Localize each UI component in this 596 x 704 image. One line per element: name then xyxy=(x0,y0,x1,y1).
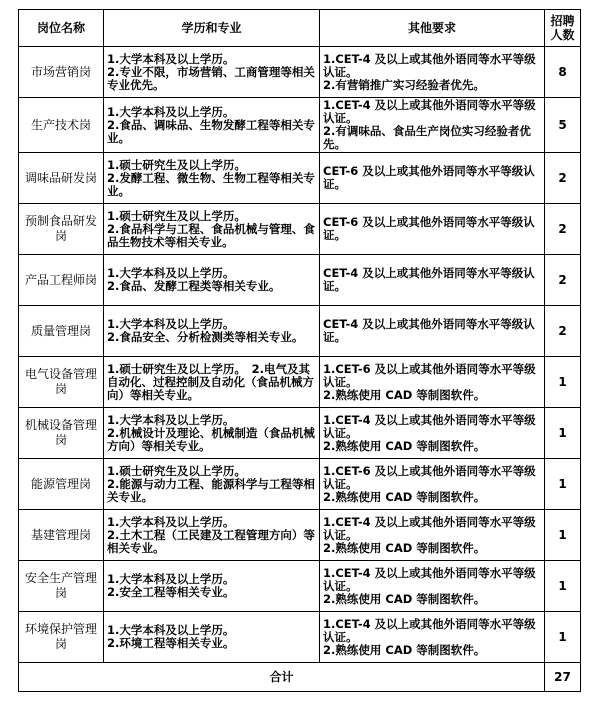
education-line: 2.环境工程等相关专业。 xyxy=(107,636,235,650)
education-cell xyxy=(104,255,320,306)
education-line: 2.能源与动力工程、能源科学与工程等相关专业。 xyxy=(107,476,315,504)
position-name: 市场营销岗 xyxy=(19,47,104,98)
table-row xyxy=(19,255,581,306)
education-line: 1.硕士研究生及以上学历。 2.电气及其自动化、过程控制及自动化（食品机械方向）等相关专业。 xyxy=(107,361,314,402)
hire-count: 1 xyxy=(545,561,581,612)
education-line: 1.硕士研究生及以上学历。 xyxy=(107,157,246,172)
education-cell xyxy=(104,306,320,357)
requirements-cell xyxy=(320,459,545,510)
hire-count: 2 xyxy=(545,255,581,306)
requirement-line: 2.有营销推广实习经验者优先。 xyxy=(323,77,485,92)
requirements-cell xyxy=(320,612,545,663)
education-line: 1.大学本科及以上学历。 xyxy=(107,104,235,119)
table-body xyxy=(19,47,581,663)
table-row xyxy=(19,153,581,204)
hire-count: 2 xyxy=(545,306,581,357)
requirement-line: 1.CET-4 及以上或其他外语同等水平等级认证。 xyxy=(323,98,536,125)
education-cell xyxy=(104,510,320,561)
requirement-line: CET-4 及以上或其他外语同等水平等级认证。 xyxy=(323,317,535,344)
header-row xyxy=(19,10,581,47)
table-row xyxy=(19,561,581,612)
total-row xyxy=(19,663,581,692)
hire-count: 1 xyxy=(545,510,581,561)
hire-count: 8 xyxy=(545,47,581,98)
requirement-line: CET-6 及以上或其他外语同等水平等级认证。 xyxy=(323,215,535,242)
position-name: 基建管理岗 xyxy=(19,510,104,561)
education-line: 1.大学本科及以上学历。 xyxy=(107,572,235,586)
recruitment-table-container xyxy=(18,9,580,692)
position-name: 质量管理岗 xyxy=(19,306,104,357)
education-line: 2.土木工程（工民建及工程管理方向）等相关专业。 xyxy=(107,527,315,555)
requirement-line: 2.熟练使用 CAD 等制图软件。 xyxy=(323,591,486,606)
position-name: 预制食品研发岗 xyxy=(19,204,104,255)
table-row xyxy=(19,510,581,561)
education-line: 2.食品、调味品、生物发酵工程等相关专业。 xyxy=(107,117,315,145)
hire-count: 2 xyxy=(545,153,581,204)
hire-count: 5 xyxy=(545,98,581,153)
education-cell xyxy=(104,561,320,612)
position-name: 机械设备管理岗 xyxy=(19,408,104,459)
education-line: 1.大学本科及以上学历。 xyxy=(107,51,235,66)
requirements-cell xyxy=(320,510,545,561)
hire-count: 2 xyxy=(545,204,581,255)
table-row xyxy=(19,357,581,408)
position-name: 安全生产管理岗 xyxy=(19,561,104,612)
requirements-cell xyxy=(320,255,545,306)
requirement-line: 2.熟练使用 CAD 等制图软件。 xyxy=(323,387,486,402)
requirement-line: 2.熟练使用 CAD 等制图软件。 xyxy=(323,642,486,657)
education-line: 2.专业不限，市场营销、工商管理等相关专业优先。 xyxy=(107,64,315,92)
education-cell xyxy=(104,357,320,408)
requirements-cell xyxy=(320,408,545,459)
header-count: 招聘人数 xyxy=(545,10,581,47)
requirement-line: 2.熟练使用 CAD 等制图软件。 xyxy=(323,438,486,453)
total-count: 27 xyxy=(545,663,581,692)
requirement-line: 1.CET-4 及以上或其他外语同等水平等级认证。 xyxy=(323,514,536,542)
header-position: 岗位名称 xyxy=(19,10,104,47)
education-cell xyxy=(104,459,320,510)
requirement-line: CET-6 及以上或其他外语同等水平等级认证。 xyxy=(323,164,535,191)
recruitment-table xyxy=(18,9,581,692)
position-name: 产品工程师岗 xyxy=(19,255,104,306)
requirement-line: 1.CET-4 及以上或其他外语同等水平等级认证。 xyxy=(323,565,536,593)
requirements-cell xyxy=(320,47,545,98)
education-line: 2.安全工程等相关专业。 xyxy=(107,585,235,599)
requirements-cell xyxy=(320,98,545,153)
education-line: 1.大学本科及以上学历。 xyxy=(107,514,235,529)
requirement-line: 2.有调味品、食品生产岗位实习经验者优先。 xyxy=(323,124,531,151)
education-line: 1.硕士研究生及以上学历。 xyxy=(107,463,246,478)
education-cell xyxy=(104,612,320,663)
table-row xyxy=(19,459,581,510)
table-row xyxy=(19,408,581,459)
education-line: 2.食品、发酵工程类等相关专业。 xyxy=(107,279,281,293)
requirement-line: 1.CET-6 及以上或其他外语同等水平等级认证。 xyxy=(323,361,536,389)
requirement-line: CET-4 及以上或其他外语同等水平等级认证。 xyxy=(323,266,535,293)
header-education: 学历和专业 xyxy=(104,10,320,47)
education-line: 1.大学本科及以上学历。 xyxy=(107,266,235,280)
education-cell xyxy=(104,204,320,255)
education-cell xyxy=(104,47,320,98)
requirements-cell xyxy=(320,204,545,255)
position-name: 能源管理岗 xyxy=(19,459,104,510)
education-line: 2.食品安全、分析检测类等相关专业。 xyxy=(107,330,304,344)
requirements-cell xyxy=(320,153,545,204)
position-name: 调味品研发岗 xyxy=(19,153,104,204)
total-label: 合计 xyxy=(19,663,545,692)
education-cell xyxy=(104,408,320,459)
requirements-cell xyxy=(320,561,545,612)
position-name: 生产技术岗 xyxy=(19,98,104,153)
requirement-line: 2.熟练使用 CAD 等制图软件。 xyxy=(323,540,486,555)
position-name: 环境保护管理岗 xyxy=(19,612,104,663)
table-row xyxy=(19,612,581,663)
requirement-line: 2.熟练使用 CAD 等制图软件。 xyxy=(323,489,486,504)
education-line: 1.硕士研究生及以上学历。 xyxy=(107,208,246,223)
hire-count: 1 xyxy=(545,612,581,663)
education-cell xyxy=(104,98,320,153)
education-cell xyxy=(104,153,320,204)
requirements-cell xyxy=(320,306,545,357)
table-row xyxy=(19,98,581,153)
education-line: 1.大学本科及以上学历。 xyxy=(107,412,235,427)
position-name: 电气设备管理岗 xyxy=(19,357,104,408)
requirement-line: 1.CET-6 及以上或其他外语同等水平等级认证。 xyxy=(323,463,536,491)
education-line: 1.大学本科及以上学历。 xyxy=(107,623,235,637)
header-requirements: 其他要求 xyxy=(320,10,545,47)
requirement-line: 1.CET-4 及以上或其他外语同等水平等级认证。 xyxy=(323,616,536,644)
hire-count: 1 xyxy=(545,408,581,459)
table-row xyxy=(19,306,581,357)
education-line: 2.机械设计及理论、机械制造（食品机械方向）等相关专业。 xyxy=(107,425,315,453)
table-row xyxy=(19,47,581,98)
education-line: 2.发酵工程、微生物、生物工程等相关专业。 xyxy=(107,170,315,198)
requirement-line: 1.CET-4 及以上或其他外语同等水平等级认证。 xyxy=(323,412,536,440)
requirement-line: 1.CET-4 及以上或其他外语同等水平等级认证。 xyxy=(323,51,536,79)
education-line: 1.大学本科及以上学历。 xyxy=(107,317,235,331)
hire-count: 1 xyxy=(545,459,581,510)
requirements-cell xyxy=(320,357,545,408)
table-row xyxy=(19,204,581,255)
education-line: 2.食品科学与工程、食品机械与管理、食品生物技术等相关专业。 xyxy=(107,221,315,249)
hire-count: 1 xyxy=(545,357,581,408)
